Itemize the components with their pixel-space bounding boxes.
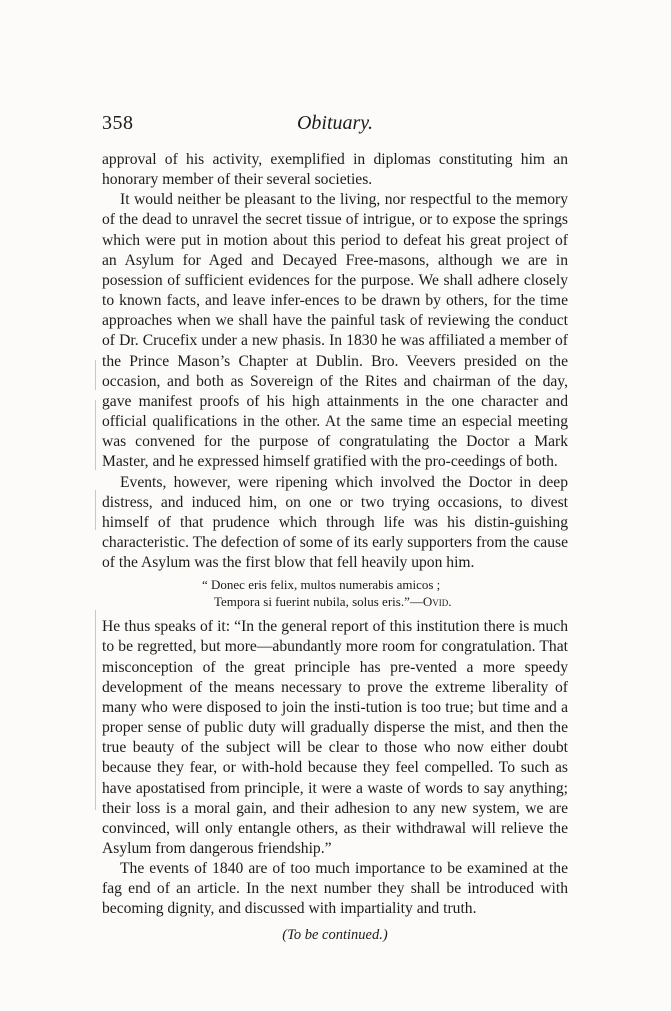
quote-line-2-text: Tempora si fuerint nubila, solus eris.”— xyxy=(214,594,423,610)
to-be-continued-note: (To be continued.) xyxy=(282,926,388,943)
paragraph-events-1840: The events of 1840 are of too much importance to be examined at the fag end of an article. In the next number they shall be introduced with becoming dignity, and discussed with impartiality and truth. xyxy=(102,860,568,918)
latin-quotation xyxy=(102,576,568,610)
running-title: Obituary. xyxy=(296,112,374,134)
page-header xyxy=(102,112,568,138)
paragraph-events: Events, however, were ripening which involved the Doctor in deep distress, and induced him, on one or two trying occasions, to divest himself of that prudence which through life was his distin-guishing characteristic. The defection of some of its early supporters from the cause of the Asylum was the first blow that fell heavily upon him. xyxy=(102,473,568,572)
paragraph-continuation: approval of his activity, exemplified in diplomas constituting him an honorary member of their several societies. xyxy=(102,151,568,189)
paragraph-report-quote: He thus speaks of it: “In the general report of this institution there is much to be regretted, but more—abundantly more room for congratulation. That misconception of the great principle has pre-vented a more speedy development of the means necessary to prove the extreme liberality of many who were disposed to join the insti-tution is too true; but time and a proper sense of public duty will gradually disperse the mist, and then the true beauty of the subject will be clear to those who now either doubt because they fear, or with-hold because they feel compelled. To such as have apostatised from principle, it were a waste of words to say anything; their loss is a moral gain, and their adhesion to any new system, we are convinced, will only entangle others, as their withdrawal will relieve the Asylum from dangerous friendship.” xyxy=(102,618,568,857)
page-number: 358 xyxy=(102,112,134,134)
paragraph-intrigue: It would neither be pleasant to the living, nor respectful to the memory of the dead to unravel the secret tissue of intrigue, or to expose the springs which were put in motion about this period to defeat his great project of an Asylum for Aged and Decayed Free-masons, although we are in posession of sufficient evidences for the purpose. We shall adhere closely to known facts, and leave infer-ences to be drawn by others, for the time approaches when we shall have the painful task of reviewing the conduct of Dr. Crucefix under a new phasis. In 1830 he was affiliated a member of the Prince Mason’s Chapter at Dublin. Bro. Veevers presided on the occasion, and both as Sovereign of the Rites and chairman of the day, gave manifest proofs of his high attainments in the one character and official qualifications in the other. At the same time an especial meeting was convened for the purpose of congratulating the Doctor a Mark Master, and he expressed himself gratified with the pro-ceedings of both. xyxy=(102,191,568,471)
quote-attribution: Ovid. xyxy=(422,594,452,610)
scan-margin-marks xyxy=(95,360,99,810)
quote-line-2 xyxy=(202,593,568,610)
article-body xyxy=(102,150,568,945)
quote-line-1: “ Donec eris felix, multos numerabis amicos ; xyxy=(202,577,441,593)
